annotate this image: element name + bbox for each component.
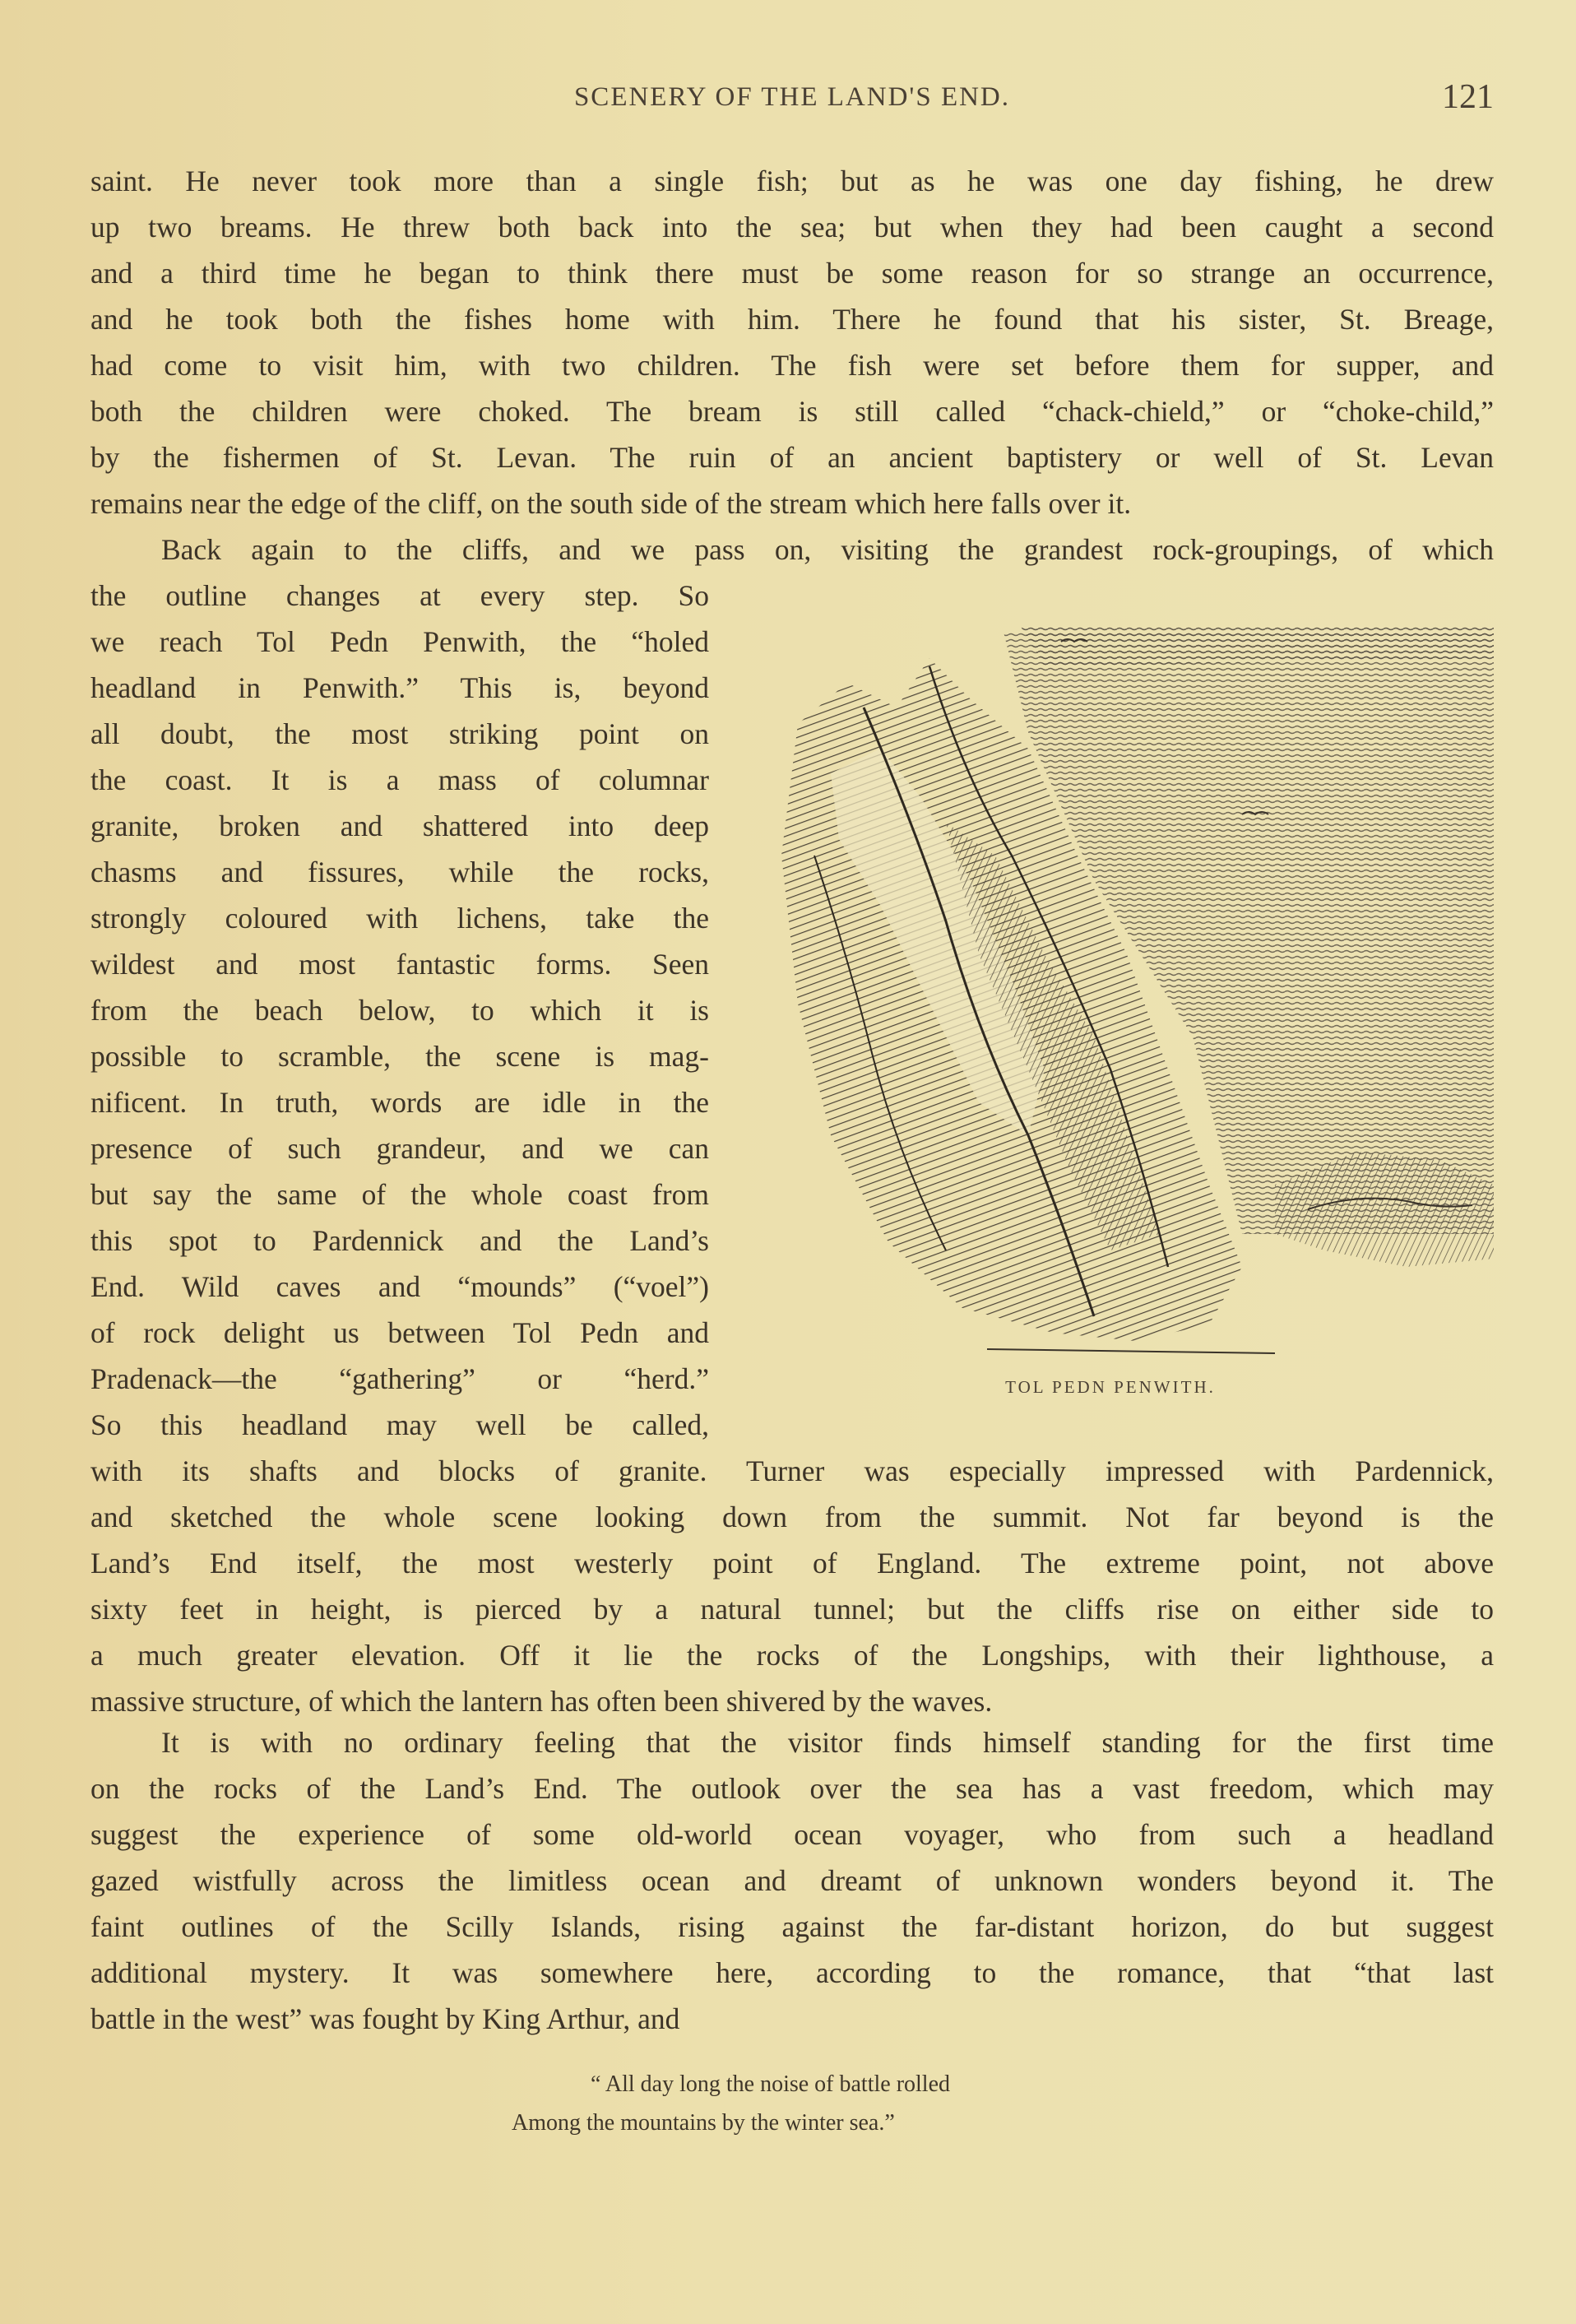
text-line: this spot to Pardennick and the Land’s (90, 1224, 709, 1257)
text-line: Pradenack—the “gathering” or “herd.” (90, 1362, 709, 1395)
paragraph-1 (90, 158, 1494, 526)
text-line: but say the same of the whole coast from (90, 1178, 709, 1211)
text-line: and he took both the fishes home with him. There he found that his sister, St. Breage, (90, 303, 1494, 336)
text-line: possible to scramble, the scene is mag- (90, 1040, 709, 1073)
running-head (90, 74, 1494, 123)
verse-quotation (494, 2065, 1119, 2142)
text-line: faint outlines of the Scilly Islands, rising against the far-distant horizon, do but suggest (90, 1910, 1494, 1943)
text-line: So this headland may well be called, (90, 1408, 709, 1441)
text-line: granite, broken and shattered into deep (90, 809, 709, 842)
text-line: wildest and most fantastic forms. Seen (90, 948, 709, 981)
paragraph-2-continued (90, 1448, 1494, 1724)
text-line: and sketched the whole scene looking down from the summit. Not far beyond is the (90, 1501, 1494, 1533)
text-line: all doubt, the most striking point on (90, 717, 709, 750)
text-line: the coast. It is a mass of columnar (90, 763, 709, 796)
page-number: 121 (1442, 78, 1494, 116)
text-line: saint. He never took more than a single fish; but as he was one day fishing, he drew (90, 165, 1494, 197)
text-line: from the beach below, to which it is (90, 994, 709, 1027)
text-line: on the rocks of the Land’s End. The outlook over the sea has a vast freedom, which may (90, 1772, 1494, 1805)
cliff-engraving (781, 609, 1494, 1374)
verse-line: “ All day long the noise of battle rolled (591, 2071, 951, 2097)
text-line: suggest the experience of some old-world ocean voyager, who from such a headland (90, 1818, 1494, 1851)
text-line: remains near the edge of the cliff, on the south side of the stream which here falls over it. (90, 487, 1132, 520)
text-line: both the children were choked. The bream is still called “chack-chield,” or “choke-child,” (90, 395, 1494, 428)
text-line: chasms and fissures, while the rocks, (90, 856, 709, 888)
paragraph-2-opening (90, 526, 1494, 573)
figure-caption: TOL PEDN PENWITH. (1005, 1377, 1216, 1397)
paragraph-2-narrow-column (90, 573, 709, 1448)
text-line: nificent. In truth, words are idle in the (90, 1086, 709, 1119)
text-line: End. Wild caves and “mounds” (“voel”) (90, 1270, 709, 1303)
text-line: up two breams. He threw both back into the sea; but when they had been caught a second (90, 211, 1494, 244)
text-line: sixty feet in height, is pierced by a natural tunnel; but the cliffs rise on either side to (90, 1593, 1494, 1626)
text-line: strongly coloured with lichens, take the (90, 902, 709, 935)
verse-line: Among the mountains by the winter sea.” (512, 2110, 895, 2136)
text-line: battle in the west” was fought by King Arthur, and (90, 2002, 680, 2035)
text-line: headland in Penwith.” This is, beyond (90, 671, 709, 704)
paragraph-3 (90, 1719, 1494, 2042)
text-line: presence of such grandeur, and we can (90, 1132, 709, 1165)
text-line: had come to visit him, with two children. The fish were set before them for supper, and (90, 349, 1494, 382)
text-line: by the fishermen of St. Levan. The ruin of an ancient baptistery or well of St. Levan (90, 441, 1494, 474)
text-line: It is with no ordinary feeling that the visitor finds himself standing for the first time (161, 1726, 1494, 1759)
text-line: a much greater elevation. Off it lie the rocks of the Longships, with their lighthouse, a (90, 1639, 1494, 1672)
text-line: we reach Tol Pedn Penwith, the “holed (90, 625, 709, 658)
text-line: with its shafts and blocks of granite. Turner was especially impressed with Pardennick, (90, 1454, 1494, 1487)
text-line: Back again to the cliffs, and we pass on, visiting the grandest rock-groupings, of which (161, 533, 1494, 566)
text-line: the outline changes at every step. So (90, 579, 709, 612)
text-line: of rock delight us between Tol Pedn and (90, 1316, 709, 1349)
text-line: additional mystery. It was somewhere here, according to the romance, that “that last (90, 1956, 1494, 1989)
cliff-illustration (781, 609, 1494, 1399)
text-line: Land’s End itself, the most westerly point of England. The extreme point, not above (90, 1547, 1494, 1579)
running-title: SCENERY OF THE LAND'S END. (573, 82, 1011, 112)
text-line: massive structure, of which the lantern has often been shivered by the waves. (90, 1685, 993, 1718)
text-line: and a third time he began to think there must be some reason for so strange an occurrence, (90, 257, 1494, 290)
text-line: gazed wistfully across the limitless ocean and dreamt of unknown wonders beyond it. The (90, 1864, 1494, 1897)
